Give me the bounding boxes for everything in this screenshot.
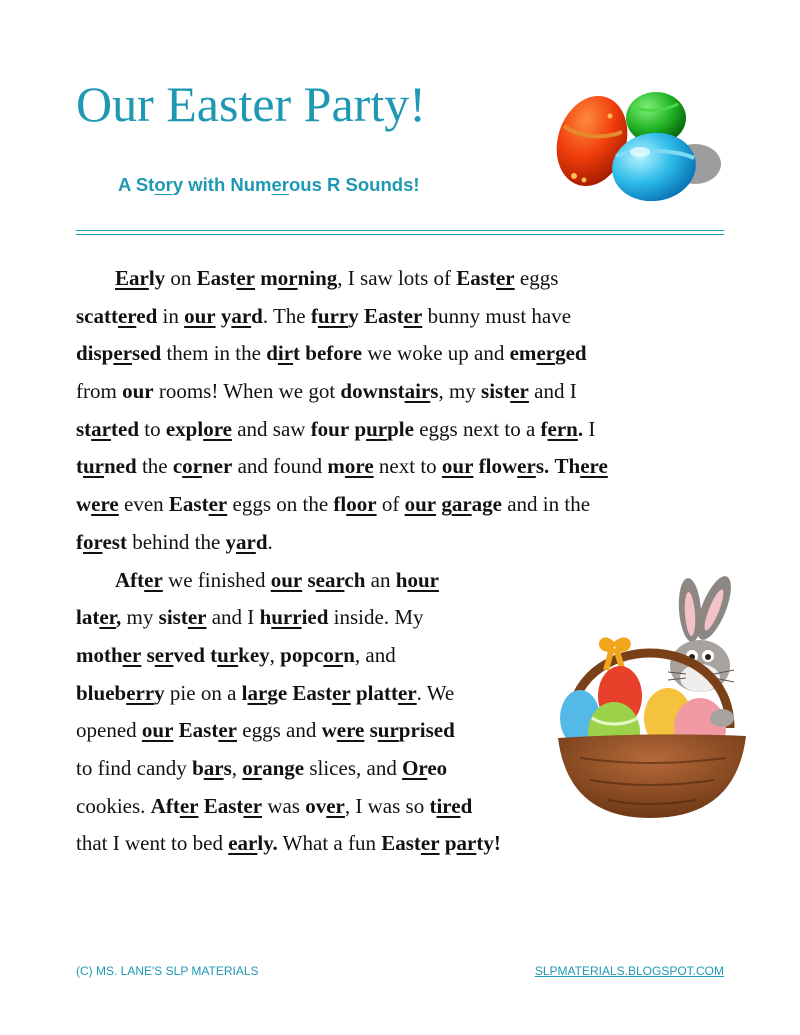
- story-text: an: [365, 567, 396, 592]
- story-line: [76, 373, 736, 411]
- r-sound-underline: er: [517, 454, 536, 479]
- r-sound-underline: our: [270, 567, 303, 592]
- r-word-bold: East: [292, 680, 333, 705]
- story-text: was: [262, 793, 306, 818]
- r-sound-highlight: [316, 568, 345, 592]
- story-text: I: [583, 416, 596, 441]
- r-sound-highlight: [442, 454, 474, 478]
- r-sound-underline: ore: [344, 454, 374, 479]
- story-text: .: [267, 529, 273, 554]
- r-sound-highlight: [452, 492, 472, 516]
- r-word-bold: c: [172, 454, 183, 479]
- story-text: rooms! When we got: [153, 379, 341, 404]
- r-sound-highlight: [113, 341, 132, 365]
- r-word-bold: key: [238, 642, 270, 667]
- r-sound-underline: urr: [317, 303, 349, 328]
- r-sound-underline: ere: [336, 718, 365, 743]
- r-word-bold: East: [456, 266, 496, 290]
- r-word-bold: our: [122, 379, 154, 404]
- r-sound-underline: er: [495, 266, 515, 290]
- r-sound-underline: or: [242, 755, 263, 780]
- r-sound-highlight: [91, 417, 111, 441]
- r-sound-highlight: [123, 643, 142, 667]
- r-word-bold: ted: [111, 416, 139, 441]
- story-text: and I: [206, 605, 260, 630]
- story-text: , and: [354, 642, 396, 667]
- r-sound-underline: er: [144, 567, 163, 592]
- r-word-bold: f: [76, 529, 83, 554]
- r-sound-highlight: [366, 417, 387, 441]
- r-word-bold: m: [260, 266, 278, 290]
- r-sound-underline: ir: [277, 341, 294, 366]
- story-line: [76, 411, 736, 449]
- r-sound-highlight: [188, 605, 207, 629]
- r-sound-underline: er: [122, 642, 142, 667]
- r-sound-highlight: [182, 454, 202, 478]
- story-text: that I went to bed: [76, 831, 229, 856]
- r-word-bold: st: [76, 416, 92, 441]
- r-sound-underline: ear: [228, 831, 258, 856]
- r-word-bold: ged: [555, 341, 587, 366]
- r-word-bold: m: [327, 454, 345, 479]
- subtitle-r-sound: er: [271, 174, 289, 195]
- r-sound-highlight: [326, 794, 345, 818]
- r-word-bold: ned: [104, 454, 137, 479]
- story-text: bunny must have: [422, 303, 572, 328]
- r-sound-highlight: [580, 454, 608, 478]
- r-word-bold: fl: [333, 492, 347, 517]
- r-sound-underline: urr: [271, 605, 302, 630]
- subtitle-segment: y with Num: [172, 174, 272, 195]
- r-sound-underline: ur: [217, 642, 239, 667]
- r-sound-underline: ur: [377, 718, 399, 743]
- story-text: in: [157, 303, 185, 328]
- r-word-bold: .: [577, 416, 584, 441]
- story-text: , my: [438, 379, 482, 404]
- website-link[interactable]: SLPMATERIALS.BLOGSPOT.COM: [534, 964, 724, 978]
- r-sound-highlight: [242, 756, 262, 780]
- story-line: [76, 335, 736, 373]
- r-word-bold: em: [509, 341, 537, 366]
- story-line: [76, 448, 736, 486]
- title-divider: [76, 234, 724, 235]
- r-sound-highlight: [332, 681, 351, 705]
- story-text: and saw: [231, 416, 311, 441]
- r-sound-highlight: [496, 266, 515, 290]
- r-word-bold: ly: [148, 266, 166, 290]
- r-sound-underline: er: [208, 492, 228, 517]
- r-word-bold: blueb: [76, 680, 127, 705]
- r-sound-underline: er: [154, 642, 174, 667]
- r-word-bold: downst: [340, 379, 405, 404]
- r-sound-underline: ar: [247, 680, 268, 705]
- r-word-bold: moth: [76, 642, 123, 667]
- r-word-bold: w: [76, 492, 92, 517]
- story-text: What a fun: [277, 831, 382, 856]
- r-word-bold: East: [178, 718, 219, 743]
- r-word-bold: ange: [262, 755, 305, 780]
- story-text: . The: [262, 303, 311, 328]
- r-sound-underline: er: [117, 303, 137, 328]
- story-text: pie on a: [164, 680, 242, 705]
- r-word-bold: Aft: [115, 567, 145, 592]
- story-text: next to: [373, 454, 442, 479]
- r-sound-highlight: [209, 492, 228, 516]
- r-sound-underline: Or: [402, 755, 428, 780]
- r-sound-highlight: [510, 379, 529, 403]
- r-word-bold: t: [293, 341, 301, 366]
- r-sound-highlight: [126, 681, 154, 705]
- r-word-bold: eo: [427, 755, 448, 780]
- r-sound-highlight: [155, 643, 174, 667]
- r-sound-highlight: [278, 266, 298, 290]
- r-word-bold: n: [343, 642, 355, 667]
- story-text: , I saw lots of: [337, 266, 457, 290]
- r-word-bold: sed: [132, 341, 162, 366]
- story-text: and in the: [501, 492, 591, 517]
- r-sound-highlight: [548, 417, 578, 441]
- r-sound-highlight: [402, 756, 427, 780]
- r-sound-highlight: [271, 605, 301, 629]
- r-word-bold: s: [430, 379, 439, 404]
- story-text: them in the: [161, 341, 267, 366]
- r-sound-highlight: [83, 454, 104, 478]
- r-word-bold: before: [305, 341, 363, 366]
- r-sound-highlight: [180, 794, 199, 818]
- r-sound-highlight: [99, 605, 116, 629]
- r-word-bold: ,: [116, 605, 122, 630]
- r-sound-underline: er: [236, 266, 256, 290]
- easter-bunny-basket-icon: [550, 568, 752, 822]
- r-word-bold: h: [259, 605, 272, 630]
- story-text: eggs and: [237, 718, 322, 743]
- story-text: eggs: [514, 266, 559, 290]
- r-word-bold: s: [223, 755, 232, 780]
- r-sound-highlight: [346, 492, 376, 516]
- r-word-bold: s: [146, 642, 155, 667]
- r-sound-underline: ar: [236, 529, 256, 554]
- r-word-bold: ning: [297, 266, 338, 290]
- story-text: of: [376, 492, 405, 517]
- r-sound-underline: ere: [91, 492, 119, 517]
- r-sound-underline: or: [277, 266, 298, 290]
- story-text: inside. My: [328, 605, 424, 630]
- r-sound-underline: er: [326, 793, 345, 818]
- story-text: the: [136, 454, 173, 479]
- r-word-bold: ple: [387, 416, 414, 441]
- r-sound-underline: ar: [451, 492, 472, 517]
- story-text: we finished: [162, 567, 271, 592]
- story-text: slices, and: [304, 755, 403, 780]
- story-text: and I: [528, 379, 577, 404]
- r-word-bold: ov: [305, 793, 327, 818]
- r-word-bold: Aft: [150, 793, 180, 818]
- story-line: [76, 298, 736, 336]
- r-sound-highlight: [271, 568, 303, 592]
- story-text: ,: [269, 642, 281, 667]
- r-sound-highlight: [203, 417, 232, 441]
- r-sound-underline: er: [218, 718, 237, 743]
- story-line: [76, 825, 736, 863]
- r-sound-underline: our: [441, 454, 474, 479]
- story-line: [76, 260, 736, 298]
- r-word-bold: ed: [136, 303, 158, 328]
- r-sound-highlight: [536, 341, 555, 365]
- story-text: we woke up and: [362, 341, 510, 366]
- r-sound-underline: our: [141, 718, 174, 743]
- r-sound-highlight: [91, 492, 119, 516]
- r-sound-underline: er: [187, 605, 207, 630]
- r-word-bold: East: [168, 492, 209, 517]
- r-sound-underline: er: [332, 680, 351, 705]
- r-word-bold: Th: [554, 454, 581, 479]
- r-word-bold: East: [203, 793, 244, 818]
- r-sound-highlight: [228, 831, 257, 855]
- r-sound-underline: er: [179, 793, 199, 818]
- r-word-bold: f: [540, 416, 548, 441]
- story-text: eggs next to a: [413, 416, 541, 441]
- r-sound-underline: er: [510, 379, 529, 404]
- r-sound-underline: oor: [346, 492, 377, 517]
- r-sound-underline: ur: [83, 454, 104, 479]
- r-sound-underline: er: [113, 341, 133, 366]
- r-word-bold: f: [310, 303, 318, 328]
- r-word-bold: w: [321, 718, 337, 743]
- r-word-bold: disp: [76, 341, 114, 366]
- r-word-bold: lat: [76, 605, 100, 630]
- r-sound-highlight: [318, 304, 348, 328]
- r-sound-underline: ar: [91, 416, 111, 441]
- r-sound-underline: er: [536, 341, 556, 366]
- r-sound-highlight: [142, 718, 174, 742]
- r-sound-underline: ern: [547, 416, 578, 441]
- r-word-bold: ch: [344, 567, 366, 592]
- r-sound-underline: er: [243, 793, 263, 818]
- r-sound-underline: er: [398, 680, 417, 705]
- r-word-bold: sist: [481, 379, 511, 404]
- r-sound-highlight: [405, 492, 437, 516]
- story-text: my: [121, 605, 159, 630]
- story-text: to find candy: [76, 755, 193, 780]
- subtitle-segment: A St: [118, 174, 155, 195]
- r-word-bold: s: [369, 718, 378, 743]
- r-word-bold: platt: [356, 680, 398, 705]
- r-sound-highlight: [236, 530, 256, 554]
- r-sound-underline: err: [126, 680, 155, 705]
- r-word-bold: est: [102, 529, 127, 554]
- r-word-bold: scatt: [76, 303, 118, 328]
- r-sound-underline: ear: [315, 567, 345, 592]
- r-word-bold: b: [192, 755, 204, 780]
- r-sound-underline: our: [407, 567, 439, 592]
- r-sound-highlight: [243, 794, 262, 818]
- r-sound-highlight: [83, 530, 102, 554]
- story-text: eggs on the: [227, 492, 334, 517]
- r-sound-highlight: [398, 681, 417, 705]
- r-word-bold: East: [381, 831, 421, 856]
- r-sound-highlight: [231, 304, 251, 328]
- story-line: [76, 524, 736, 562]
- r-word-bold: ly.: [257, 831, 278, 856]
- r-word-bold: t: [429, 793, 437, 818]
- r-sound-underline: or: [83, 529, 103, 554]
- r-sound-underline: Ear: [115, 266, 149, 290]
- r-sound-highlight: [517, 454, 536, 478]
- r-word-bold: ved: [173, 642, 205, 667]
- page-title: Our Easter Party!: [76, 76, 426, 132]
- r-sound-highlight: [184, 304, 216, 328]
- r-sound-highlight: [345, 454, 374, 478]
- r-sound-underline: ere: [580, 454, 608, 479]
- story-text: behind the: [126, 529, 226, 554]
- r-word-bold: d: [251, 303, 263, 328]
- r-word-bold: age: [471, 492, 502, 517]
- r-word-bold: d: [255, 529, 268, 554]
- r-word-bold: t: [76, 454, 83, 479]
- r-sound-underline: or: [182, 454, 202, 479]
- r-sound-highlight: [218, 718, 237, 742]
- r-sound-underline: or: [323, 642, 344, 667]
- r-sound-highlight: [115, 266, 149, 290]
- r-word-bold: ty!: [476, 831, 501, 856]
- r-word-bold: popc: [280, 642, 324, 667]
- r-sound-highlight: [457, 831, 477, 855]
- r-word-bold: ied: [301, 605, 329, 630]
- story-text: opened: [76, 718, 142, 743]
- r-sound-highlight: [144, 568, 163, 592]
- r-word-bold: t: [210, 642, 218, 667]
- r-sound-underline: er: [403, 303, 423, 328]
- r-word-bold: four: [310, 416, 350, 441]
- r-sound-underline: er: [420, 831, 440, 856]
- r-sound-underline: our: [184, 303, 216, 328]
- r-sound-highlight: [407, 568, 439, 592]
- r-word-bold: d: [266, 341, 278, 366]
- r-word-bold: flow: [478, 454, 518, 479]
- r-word-bold: ge: [267, 680, 288, 705]
- story-text: cookies.: [76, 793, 151, 818]
- r-sound-underline: ur: [366, 416, 388, 441]
- easter-eggs-cluster-icon: [552, 86, 724, 206]
- story-text: ,: [231, 755, 243, 780]
- r-word-bold: East: [363, 303, 404, 328]
- r-word-bold: East: [196, 266, 237, 290]
- r-word-bold: s: [307, 567, 316, 592]
- r-word-bold: y: [348, 303, 359, 328]
- r-word-bold: prised: [398, 718, 455, 743]
- r-sound-highlight: [436, 794, 460, 818]
- r-word-bold: sist: [158, 605, 188, 630]
- r-sound-highlight: [278, 341, 293, 365]
- subtitle-r-sound: or: [154, 174, 173, 195]
- r-word-bold: expl: [165, 416, 204, 441]
- r-word-bold: s.: [535, 454, 550, 479]
- r-word-bold: p: [354, 416, 367, 441]
- r-sound-underline: er: [99, 605, 117, 630]
- r-sound-highlight: [337, 718, 365, 742]
- r-word-bold: g: [441, 492, 452, 517]
- page-subtitle: [118, 173, 420, 197]
- r-sound-highlight: [248, 681, 268, 705]
- r-word-bold: y: [154, 680, 165, 705]
- story-text: to: [139, 416, 166, 441]
- r-sound-highlight: [323, 643, 343, 667]
- story-text: , I was so: [344, 793, 430, 818]
- story-text: . We: [416, 680, 455, 705]
- story-text: even: [118, 492, 169, 517]
- title-divider: [76, 230, 724, 231]
- r-sound-underline: ore: [203, 416, 232, 441]
- subtitle-segment: ous R Sounds!: [289, 174, 420, 195]
- r-sound-underline: our: [404, 492, 437, 517]
- r-sound-highlight: [405, 379, 431, 403]
- r-sound-underline: air: [404, 379, 431, 404]
- r-sound-highlight: [421, 831, 440, 855]
- r-word-bold: y: [220, 303, 232, 328]
- r-sound-highlight: [217, 643, 238, 667]
- r-word-bold: ner: [202, 454, 233, 479]
- r-word-bold: h: [395, 567, 408, 592]
- r-sound-underline: ar: [231, 303, 252, 328]
- story-line: [76, 486, 736, 524]
- r-word-bold: y: [225, 529, 237, 554]
- story-text: from: [76, 379, 123, 404]
- r-word-bold: d: [460, 793, 473, 818]
- story-text: on: [165, 266, 197, 290]
- r-sound-underline: ar: [203, 755, 224, 780]
- r-sound-underline: ire: [436, 793, 461, 818]
- story-text: and found: [232, 454, 328, 479]
- r-sound-highlight: [204, 756, 224, 780]
- r-word-bold: l: [241, 680, 248, 705]
- r-sound-highlight: [404, 304, 423, 328]
- r-sound-highlight: [378, 718, 399, 742]
- r-sound-highlight: [236, 266, 255, 290]
- copyright-text: (C) MS. LANE'S SLP MATERIALS: [76, 964, 259, 978]
- r-word-bold: p: [444, 831, 457, 856]
- r-sound-underline: ar: [456, 831, 477, 856]
- r-sound-highlight: [118, 304, 136, 328]
